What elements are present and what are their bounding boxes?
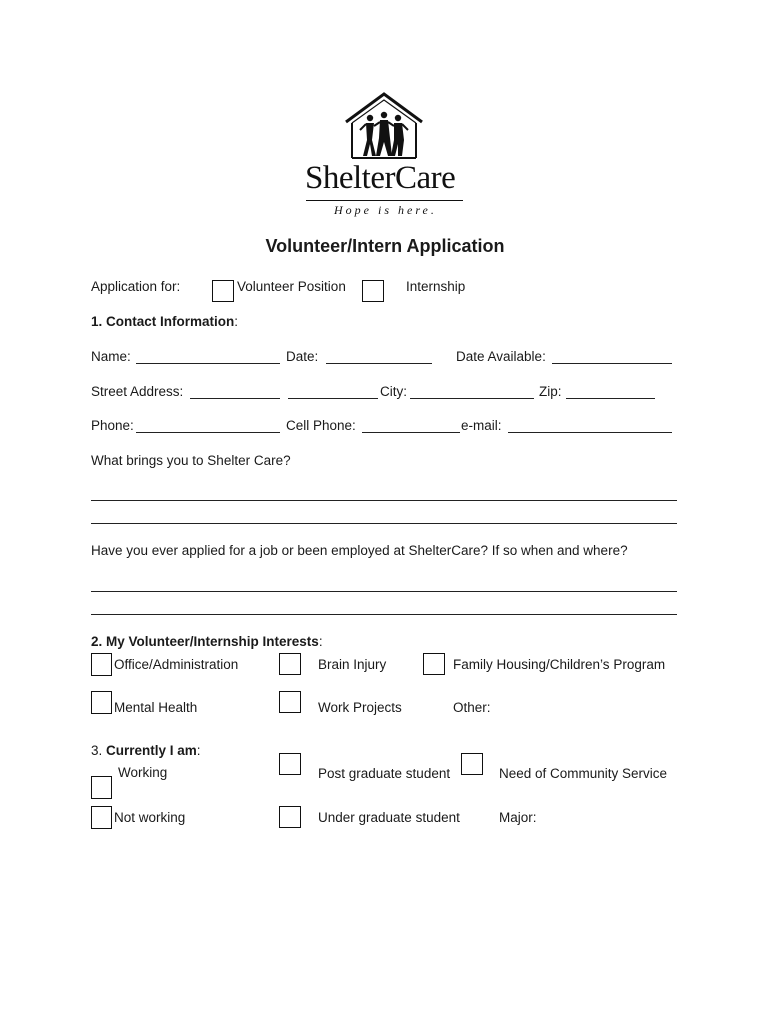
contact-information-heading — [91, 314, 238, 329]
name-label: Name: — [91, 349, 131, 364]
mental-health-label: Mental Health — [114, 700, 198, 715]
work-projects-label: Work Projects — [318, 700, 402, 715]
family-housing-label: Family Housing/Children’s Program — [453, 657, 666, 672]
answer-line-1[interactable] — [91, 500, 677, 501]
interests-title: 2. My Volunteer/Internship Interests — [91, 634, 319, 649]
mental-health-checkbox[interactable] — [91, 691, 112, 714]
street-address-field-2[interactable] — [288, 398, 378, 399]
date-field[interactable] — [326, 363, 432, 364]
interests-heading — [91, 634, 323, 649]
not-working-checkbox[interactable] — [91, 806, 112, 829]
brand-tagline: Hope is here. — [334, 203, 437, 217]
contact-information-colon: : — [234, 314, 239, 329]
currently-title: Currently I am — [106, 743, 197, 758]
community-service-label: Need of Community Service — [499, 766, 668, 781]
date-available-field[interactable] — [552, 363, 672, 364]
brain-injury-checkbox[interactable] — [279, 653, 301, 675]
working-label: Working — [118, 765, 168, 780]
interests-colon: : — [318, 634, 323, 649]
email-field[interactable] — [508, 432, 672, 433]
currently-heading — [91, 743, 201, 758]
working-checkbox[interactable] — [91, 776, 112, 799]
post-graduate-checkbox[interactable] — [279, 753, 301, 775]
other-label: Other: — [453, 700, 491, 715]
brand-name: ShelterCare — [305, 160, 456, 196]
family-housing-checkbox[interactable] — [423, 653, 445, 675]
answer-line-2[interactable] — [91, 523, 677, 524]
cell-phone-label: Cell Phone: — [286, 418, 356, 433]
zip-field[interactable] — [566, 398, 655, 399]
brand-underline — [306, 200, 463, 201]
question-previously-applied: Have you ever applied for a job or been employed at ShelterCare? If so when and where? — [91, 543, 628, 558]
not-working-label: Not working — [114, 810, 186, 825]
answer-line-3[interactable] — [91, 591, 677, 592]
name-field[interactable] — [136, 363, 280, 364]
answer-line-4[interactable] — [91, 614, 677, 615]
volunteer-position-label: Volunteer Position — [237, 279, 346, 294]
city-field[interactable] — [410, 398, 534, 399]
date-label: Date: — [286, 349, 319, 364]
date-available-label: Date Available: — [456, 349, 546, 364]
currently-number: 3. — [91, 743, 107, 758]
email-label: e-mail: — [461, 418, 502, 433]
volunteer-position-checkbox[interactable] — [212, 280, 234, 302]
under-graduate-checkbox[interactable] — [279, 806, 301, 828]
application-for-label: Application for: — [91, 279, 181, 294]
city-label: City: — [380, 384, 407, 399]
phone-label: Phone: — [91, 418, 134, 433]
question-what-brings-you: What brings you to Shelter Care? — [91, 453, 291, 468]
office-administration-label: Office/Administration — [114, 657, 239, 672]
office-administration-checkbox[interactable] — [91, 653, 112, 676]
community-service-checkbox[interactable] — [461, 753, 483, 775]
phone-field[interactable] — [136, 432, 280, 433]
contact-information-title: 1. Contact Information — [91, 314, 235, 329]
street-address-field[interactable] — [190, 398, 280, 399]
cell-phone-field[interactable] — [362, 432, 460, 433]
internship-checkbox[interactable] — [362, 280, 384, 302]
zip-label: Zip: — [539, 384, 562, 399]
currently-colon: : — [196, 743, 201, 758]
brain-injury-label: Brain Injury — [318, 657, 387, 672]
page-title: Volunteer/Intern Application — [265, 236, 505, 256]
major-label: Major: — [499, 810, 537, 825]
work-projects-checkbox[interactable] — [279, 691, 301, 713]
street-address-label: Street Address: — [91, 384, 184, 399]
internship-label: Internship — [406, 279, 466, 294]
shelter-care-logo — [300, 90, 470, 220]
under-graduate-label: Under graduate student — [318, 810, 460, 825]
post-graduate-label: Post graduate student — [318, 766, 451, 781]
